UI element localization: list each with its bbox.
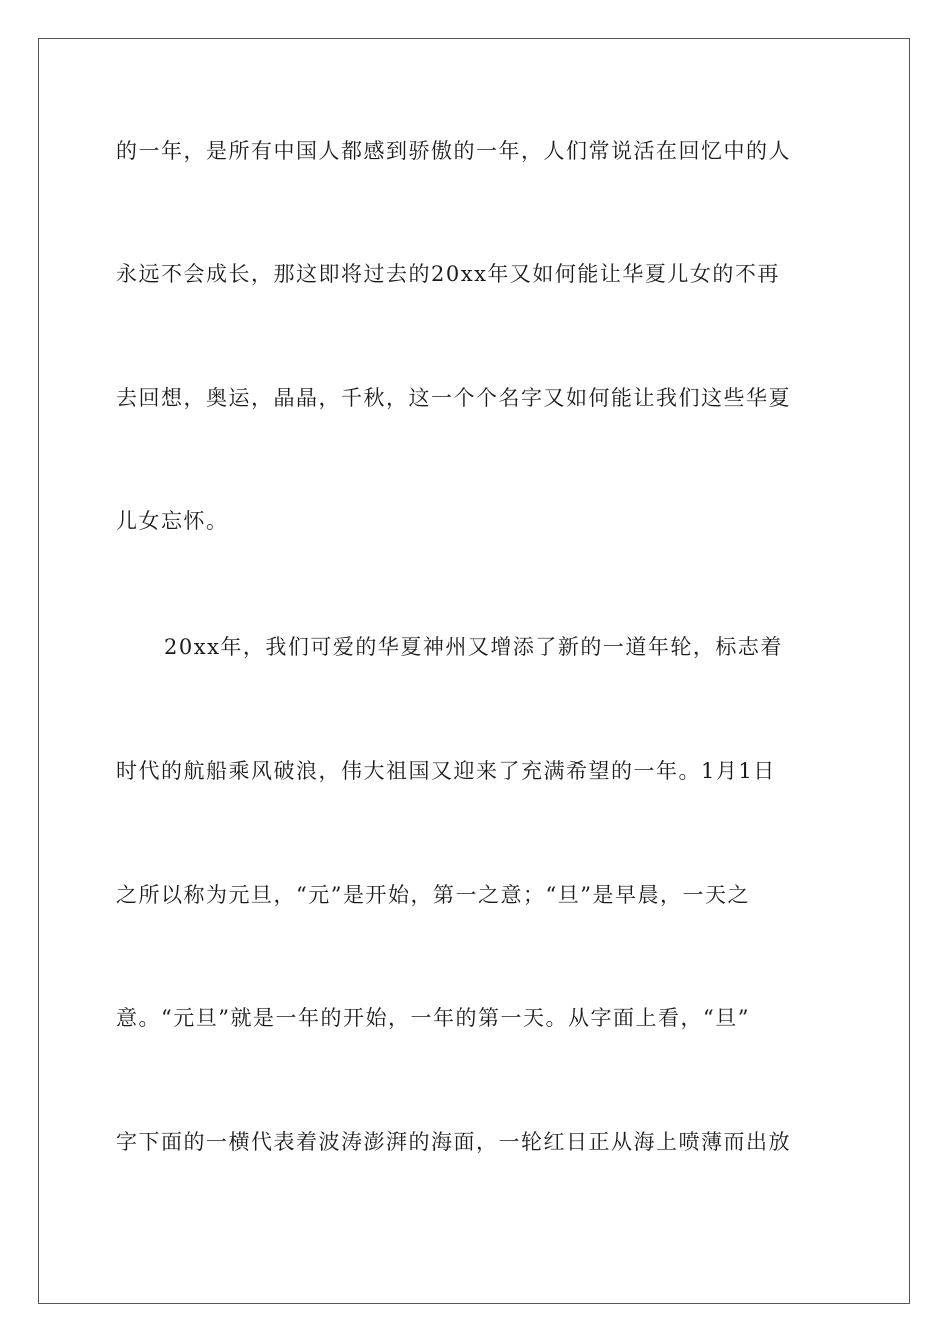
- paragraph-line: 时代的航船乘风破浪，伟大祖国又迎来了充满希望的一年。1月1日: [116, 759, 776, 783]
- paragraph-line: 20xx年，我们可爱的华夏神州又增添了新的一道年轮，标志着: [164, 635, 783, 659]
- paragraph-line: 去回想，奥运，晶晶，千秋，这一个个名字又如何能让我们这些华夏: [116, 386, 791, 410]
- paragraph-line: 永远不会成长，那这即将过去的20xx年又如何能让华夏儿女的不再: [116, 262, 780, 286]
- page-border: [38, 38, 910, 1304]
- paragraph-line: 字下面的一横代表着波涛澎湃的海面，一轮红日正从海上喷薄而出放: [116, 1130, 791, 1154]
- paragraph-line: 之所以称为元旦，“元”是开始，第一之意；“旦”是早晨，一天之: [116, 883, 750, 907]
- paragraph-line: 意。“元旦”就是一年的开始，一年的第一天。从字面上看，“旦”: [116, 1006, 750, 1030]
- paragraph-line: 儿女忘怀。: [116, 509, 229, 533]
- paragraph-line: 的一年，是所有中国人都感到骄傲的一年，人们常说活在回忆中的人: [116, 139, 791, 163]
